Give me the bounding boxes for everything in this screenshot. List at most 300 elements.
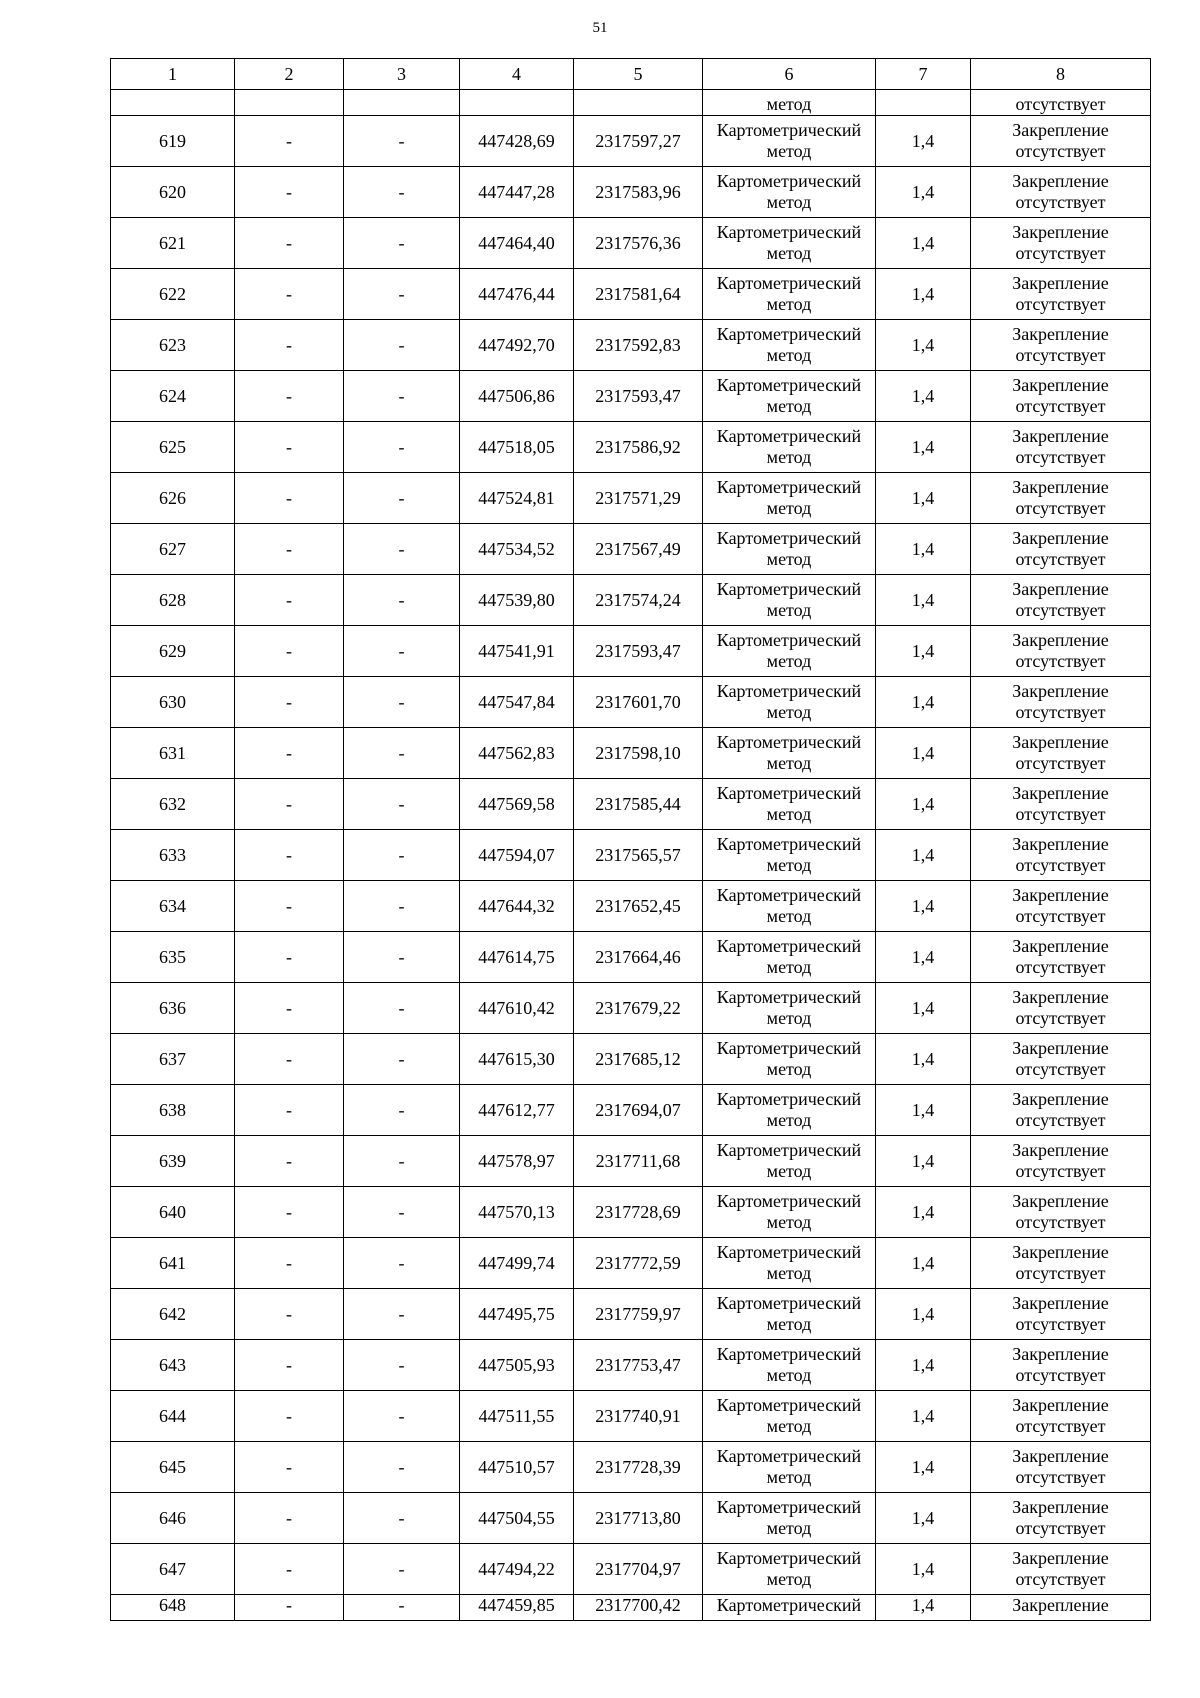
fixing-cell: [971, 1493, 1151, 1544]
method-line: Картометрический: [716, 885, 862, 905]
x-coordinate-cell: 447614,75: [460, 932, 574, 983]
method-line: метод: [766, 1212, 812, 1232]
method-cell: [703, 983, 876, 1034]
accuracy-cell: 1,4: [876, 1238, 971, 1289]
fixing-cell: [971, 1544, 1151, 1595]
column-3-cell: -: [344, 116, 460, 167]
column-2-cell: -: [235, 1544, 344, 1595]
column-3-cell: -: [344, 473, 460, 524]
method-line: Картометрический: [716, 936, 862, 956]
table-row: [111, 728, 1151, 779]
accuracy-cell: 1,4: [876, 779, 971, 830]
point-number-cell: 620: [111, 167, 235, 218]
x-coordinate-cell: 447570,13: [460, 1187, 574, 1238]
table-row: [111, 575, 1151, 626]
fixing-cell: Закрепление: [971, 1595, 1151, 1621]
column-2-cell: -: [235, 1136, 344, 1187]
page-number: 51: [592, 20, 608, 36]
method-line: Картометрический: [716, 834, 862, 854]
accuracy-cell: 1,4: [876, 677, 971, 728]
accuracy-cell: 1,4: [876, 473, 971, 524]
accuracy-cell: 1,4: [876, 932, 971, 983]
column-3-cell: -: [344, 1034, 460, 1085]
method-line: Картометрический: [716, 1344, 862, 1364]
method-line: Картометрический: [716, 732, 862, 752]
point-number-cell: 629: [111, 626, 235, 677]
y-coordinate-cell: 2317740,91: [574, 1391, 703, 1442]
column-3-cell: -: [344, 728, 460, 779]
fixing-line: Закрепление: [1012, 783, 1109, 803]
column-2-cell: -: [235, 1442, 344, 1493]
y-coordinate-cell: 2317593,47: [574, 371, 703, 422]
fixing-line: отсутствует: [1015, 498, 1106, 518]
column-3-cell: -: [344, 881, 460, 932]
column-3-cell: -: [344, 932, 460, 983]
fixing-line: отсутствует: [1015, 447, 1106, 467]
table-row: [111, 116, 1151, 167]
method-cell: [703, 371, 876, 422]
column-3-cell: -: [344, 167, 460, 218]
fixing-cell: [971, 269, 1151, 320]
fixing-line: отсутствует: [1015, 396, 1106, 416]
column-3-cell: -: [344, 1136, 460, 1187]
column-2-cell: -: [235, 983, 344, 1034]
x-coordinate-cell: 447459,85: [460, 1595, 574, 1621]
point-number-cell: 625: [111, 422, 235, 473]
table-row: [111, 677, 1151, 728]
fixing-line: Закрепление: [1012, 579, 1109, 599]
table-row: [111, 167, 1151, 218]
accuracy-cell: 1,4: [876, 881, 971, 932]
x-coordinate-cell: 447504,55: [460, 1493, 574, 1544]
method-line: Картометрический: [716, 273, 862, 293]
point-number-cell: 645: [111, 1442, 235, 1493]
point-number-cell: 648: [111, 1595, 235, 1621]
method-line: метод: [766, 141, 812, 161]
table-row: [111, 1340, 1151, 1391]
table-row: [111, 830, 1151, 881]
method-line: Картометрический: [716, 1140, 862, 1160]
point-number-cell: 647: [111, 1544, 235, 1595]
x-coordinate-cell: 447541,91: [460, 626, 574, 677]
fixing-line: Закрепление: [1012, 273, 1109, 293]
method-cell: [703, 881, 876, 932]
fixing-cell: [971, 167, 1151, 218]
fixing-line: Закрепление: [1012, 1140, 1109, 1160]
y-coordinate-cell: 2317585,44: [574, 779, 703, 830]
y-coordinate-cell: 2317685,12: [574, 1034, 703, 1085]
method-cell: [703, 1187, 876, 1238]
method-line: метод: [766, 906, 812, 926]
fixing-line: Закрепление: [1012, 834, 1109, 854]
column-3-cell: -: [344, 371, 460, 422]
accuracy-cell: 1,4: [876, 269, 971, 320]
accuracy-cell: 1,4: [876, 116, 971, 167]
method-line: Картометрический: [716, 579, 862, 599]
method-line: Картометрический: [716, 681, 862, 701]
method-cell: [703, 1034, 876, 1085]
table-row: [111, 932, 1151, 983]
column-3-cell: -: [344, 1391, 460, 1442]
method-line: метод: [766, 1059, 812, 1079]
fixing-line: Закрепление: [1012, 477, 1109, 497]
method-line: метод: [766, 753, 812, 773]
fixing-cell: [971, 1136, 1151, 1187]
accuracy-cell: 1,4: [876, 626, 971, 677]
column-2-cell: -: [235, 1340, 344, 1391]
point-number-cell: 630: [111, 677, 235, 728]
fixing-line: Закрепление: [1012, 630, 1109, 650]
fixing-line: отсутствует: [1015, 651, 1106, 671]
x-coordinate-cell: 447506,86: [460, 371, 574, 422]
y-coordinate-cell: 2317583,96: [574, 167, 703, 218]
y-coordinate-cell: 2317576,36: [574, 218, 703, 269]
method-line: Картометрический: [716, 528, 862, 548]
column-3-cell: -: [344, 1085, 460, 1136]
fixing-cell: [971, 1340, 1151, 1391]
fixing-line: Закрепление: [1012, 1548, 1109, 1568]
y-coordinate-cell: 2317664,46: [574, 932, 703, 983]
fixing-line: Закрепление: [1012, 732, 1109, 752]
fixing-cell: [971, 1187, 1151, 1238]
y-coordinate-cell: 2317713,80: [574, 1493, 703, 1544]
fixing-cell: [971, 524, 1151, 575]
method-cell: [703, 575, 876, 626]
y-coordinate-cell: 2317679,22: [574, 983, 703, 1034]
fixing-cell: [971, 575, 1151, 626]
point-number-cell: 638: [111, 1085, 235, 1136]
fixing-line: Закрепление: [1012, 1242, 1109, 1262]
fixing-line: отсутствует: [1015, 1467, 1106, 1487]
table-row: [111, 779, 1151, 830]
method-line: метод: [766, 498, 812, 518]
point-number-cell: 635: [111, 932, 235, 983]
fixing-cell: [971, 320, 1151, 371]
column-header: 3: [344, 59, 460, 90]
accuracy-cell: 1,4: [876, 1187, 971, 1238]
method-cell: [703, 473, 876, 524]
fixing-line: Закрепление: [1012, 120, 1109, 140]
x-coordinate-cell: 447534,52: [460, 524, 574, 575]
method-line: метод: [766, 1416, 812, 1436]
method-line: Картометрический: [716, 222, 862, 242]
method-line: Картометрический: [716, 987, 862, 1007]
column-header: 8: [971, 59, 1151, 90]
fixing-cell: [971, 1238, 1151, 1289]
method-cell: [703, 1136, 876, 1187]
method-line: метод: [766, 396, 812, 416]
x-coordinate-cell: 447510,57: [460, 1442, 574, 1493]
method-line: метод: [766, 651, 812, 671]
y-coordinate-cell: 2317571,29: [574, 473, 703, 524]
x-coordinate-cell: 447615,30: [460, 1034, 574, 1085]
accuracy-cell: 1,4: [876, 218, 971, 269]
fixing-line: Закрепление: [1012, 1191, 1109, 1211]
y-coordinate-cell: 2317597,27: [574, 116, 703, 167]
accuracy-cell: 1,4: [876, 1442, 971, 1493]
column-3-cell: -: [344, 1595, 460, 1621]
y-coordinate-cell: 2317728,69: [574, 1187, 703, 1238]
column-3-cell: -: [344, 524, 460, 575]
point-number-cell: 637: [111, 1034, 235, 1085]
method-line: метод: [766, 294, 812, 314]
method-line: метод: [766, 1569, 812, 1589]
method-line: метод: [766, 1467, 812, 1487]
method-line: Картометрический: [716, 324, 862, 344]
method-line: Картометрический: [716, 630, 862, 650]
accuracy-cell: 1,4: [876, 1085, 971, 1136]
column-3-cell: -: [344, 269, 460, 320]
fixing-line: Закрепление: [1012, 885, 1109, 905]
method-cell: Картометрический: [703, 1595, 876, 1621]
table-row: [111, 881, 1151, 932]
table-row: [111, 626, 1151, 677]
column-2-cell: -: [235, 524, 344, 575]
fixing-line: Закрепление: [1012, 1497, 1109, 1517]
accuracy-cell: 1,4: [876, 983, 971, 1034]
method-line: Картометрический: [716, 783, 862, 803]
column-2-cell: -: [235, 626, 344, 677]
column-header: 2: [235, 59, 344, 90]
fixing-cell: [971, 1442, 1151, 1493]
point-number-cell: 634: [111, 881, 235, 932]
method-cell: [703, 779, 876, 830]
accuracy-cell: 1,4: [876, 371, 971, 422]
method-line: Картометрический: [716, 120, 862, 140]
column-2-cell: -: [235, 422, 344, 473]
method-line: метод: [766, 1161, 812, 1181]
point-number-cell: 627: [111, 524, 235, 575]
column-3-cell: -: [344, 626, 460, 677]
column-3-cell: -: [344, 575, 460, 626]
fixing-line: отсутствует: [1015, 1008, 1106, 1028]
point-number-cell: 640: [111, 1187, 235, 1238]
fixing-line: Закрепление: [1012, 1446, 1109, 1466]
y-coordinate-cell: 2317704,97: [574, 1544, 703, 1595]
x-coordinate-cell: 447562,83: [460, 728, 574, 779]
column-3-cell: -: [344, 1289, 460, 1340]
point-number-cell: 624: [111, 371, 235, 422]
fixing-line: отсутствует: [1015, 1161, 1106, 1181]
column-header: 6: [703, 59, 876, 90]
x-coordinate-cell: 447524,81: [460, 473, 574, 524]
y-coordinate-cell: 2317598,10: [574, 728, 703, 779]
y-coordinate-cell: 2317700,42: [574, 1595, 703, 1621]
y-coordinate-cell: 2317728,39: [574, 1442, 703, 1493]
column-3-cell: -: [344, 779, 460, 830]
accuracy-cell: 1,4: [876, 1136, 971, 1187]
column-2-cell: -: [235, 116, 344, 167]
fixing-line: отсутствует: [1015, 141, 1106, 161]
column-3-cell: -: [344, 1442, 460, 1493]
fixing-cell: [971, 881, 1151, 932]
x-coordinate-cell: 447594,07: [460, 830, 574, 881]
fixing-line: отсутствует: [1015, 957, 1106, 977]
accuracy-cell: 1,4: [876, 422, 971, 473]
fixing-cell: [971, 371, 1151, 422]
method-cell: [703, 830, 876, 881]
fixing-cell: [971, 983, 1151, 1034]
x-coordinate-cell: 447505,93: [460, 1340, 574, 1391]
column-2-cell: -: [235, 1034, 344, 1085]
x-coordinate-cell: 447495,75: [460, 1289, 574, 1340]
accuracy-cell: 1,4: [876, 575, 971, 626]
column-3-cell: -: [344, 983, 460, 1034]
column-2-cell: -: [235, 779, 344, 830]
coordinates-table: [110, 58, 1151, 1621]
table-row: [111, 1544, 1151, 1595]
fixing-cell: [971, 1034, 1151, 1085]
table-row: [111, 1493, 1151, 1544]
column-2-cell: -: [235, 575, 344, 626]
fixing-cell: [971, 1289, 1151, 1340]
method-line: метод: [766, 855, 812, 875]
method-line: метод: [766, 1008, 812, 1028]
method-cell: [703, 1340, 876, 1391]
table-row: [111, 524, 1151, 575]
method-cell: [703, 1085, 876, 1136]
method-line: Картометрический: [716, 477, 862, 497]
method-cell: [703, 422, 876, 473]
column-2-cell: -: [235, 218, 344, 269]
x-coordinate-cell: 447569,58: [460, 779, 574, 830]
fixing-cell: [971, 1085, 1151, 1136]
header-row: [111, 59, 1151, 90]
method-cell: [703, 1289, 876, 1340]
fixing-line: отсутствует: [1015, 753, 1106, 773]
column-3-cell: -: [344, 1238, 460, 1289]
fixing-line: отсутствует: [1015, 549, 1106, 569]
column-3-cell: -: [344, 830, 460, 881]
method-line: Картометрический: [716, 1446, 862, 1466]
fixing-line: Закрепление: [1012, 528, 1109, 548]
column-3-cell: -: [344, 1340, 460, 1391]
point-number-cell: 621: [111, 218, 235, 269]
method-line: Картометрический: [716, 375, 862, 395]
x-coordinate-cell: 447610,42: [460, 983, 574, 1034]
point-number-cell: 628: [111, 575, 235, 626]
point-number-cell: 643: [111, 1340, 235, 1391]
accuracy-cell: 1,4: [876, 830, 971, 881]
fixing-cell: [971, 473, 1151, 524]
method-cell: метод: [703, 90, 876, 116]
point-number-cell: 626: [111, 473, 235, 524]
y-coordinate-cell: 2317711,68: [574, 1136, 703, 1187]
accuracy-cell: 1,4: [876, 1391, 971, 1442]
method-cell: [703, 1391, 876, 1442]
fixing-line: отсутствует: [1015, 1212, 1106, 1232]
column-2-cell: -: [235, 830, 344, 881]
fixing-line: Закрепление: [1012, 1038, 1109, 1058]
method-cell: [703, 524, 876, 575]
table-row: [111, 269, 1151, 320]
x-coordinate-cell: 447428,69: [460, 116, 574, 167]
column-2-cell: -: [235, 371, 344, 422]
fixing-line: Закрепление: [1012, 987, 1109, 1007]
y-coordinate-cell: 2317565,57: [574, 830, 703, 881]
column-3-cell: -: [344, 1187, 460, 1238]
fixing-line: отсутствует: [1015, 804, 1106, 824]
y-coordinate-cell: 2317574,24: [574, 575, 703, 626]
method-line: метод: [766, 345, 812, 365]
x-coordinate-cell: 447492,70: [460, 320, 574, 371]
fixing-line: отсутствует: [1015, 345, 1106, 365]
method-cell: [703, 1442, 876, 1493]
column-2-cell: -: [235, 320, 344, 371]
column-header: 7: [876, 59, 971, 90]
point-number-cell: 639: [111, 1136, 235, 1187]
y-coordinate-cell: 2317567,49: [574, 524, 703, 575]
column-2-cell: -: [235, 728, 344, 779]
y-coordinate-cell: 2317772,59: [574, 1238, 703, 1289]
accuracy-cell: 1,4: [876, 1340, 971, 1391]
table-row: [111, 422, 1151, 473]
table-row: [111, 320, 1151, 371]
x-coordinate-cell: 447539,80: [460, 575, 574, 626]
method-line: Картометрический: [716, 1191, 862, 1211]
method-cell: [703, 626, 876, 677]
point-number-cell: 633: [111, 830, 235, 881]
method-line: метод: [766, 192, 812, 212]
fixing-line: Закрепление: [1012, 1344, 1109, 1364]
table-row: [111, 1391, 1151, 1442]
fixing-line: отсутствует: [1015, 192, 1106, 212]
column-2-cell: -: [235, 473, 344, 524]
point-number-cell: 622: [111, 269, 235, 320]
x-coordinate-cell: 447447,28: [460, 167, 574, 218]
point-number-cell: 636: [111, 983, 235, 1034]
column-2-cell: -: [235, 1391, 344, 1442]
fixing-line: Закрепление: [1012, 1089, 1109, 1109]
table-row: [111, 1187, 1151, 1238]
column-3-cell: -: [344, 1544, 460, 1595]
method-cell: [703, 167, 876, 218]
point-number-cell: 644: [111, 1391, 235, 1442]
point-number-cell: 641: [111, 1238, 235, 1289]
table-row: [111, 218, 1151, 269]
table-row: [111, 1442, 1151, 1493]
method-line: Картометрический: [716, 1395, 862, 1415]
table-row: [111, 1136, 1151, 1187]
fixing-line: Закрепление: [1012, 1293, 1109, 1313]
method-line: Картометрический: [716, 171, 862, 191]
column-3-cell: -: [344, 677, 460, 728]
table-row: [111, 983, 1151, 1034]
fixing-cell: [971, 932, 1151, 983]
column-3-cell: -: [344, 422, 460, 473]
fixing-line: Закрепление: [1012, 681, 1109, 701]
point-number-cell: 646: [111, 1493, 235, 1544]
fixing-cell: [971, 779, 1151, 830]
fixing-line: отсутствует: [1015, 702, 1106, 722]
column-3-cell: -: [344, 1493, 460, 1544]
fixing-line: Закрепление: [1012, 426, 1109, 446]
method-line: метод: [766, 1110, 812, 1130]
fixing-line: отсутствует: [1015, 1059, 1106, 1079]
method-cell: [703, 932, 876, 983]
y-coordinate-cell: 2317652,45: [574, 881, 703, 932]
method-line: Картометрический: [716, 1089, 862, 1109]
method-line: метод: [766, 447, 812, 467]
x-coordinate-cell: 447578,97: [460, 1136, 574, 1187]
table-row: [111, 1289, 1151, 1340]
fixing-line: Закрепление: [1012, 1395, 1109, 1415]
column-2-cell: -: [235, 1493, 344, 1544]
x-coordinate-cell: 447464,40: [460, 218, 574, 269]
accuracy-cell: 1,4: [876, 1544, 971, 1595]
fixing-line: отсутствует: [1015, 243, 1106, 263]
fixing-line: Закрепление: [1012, 222, 1109, 242]
